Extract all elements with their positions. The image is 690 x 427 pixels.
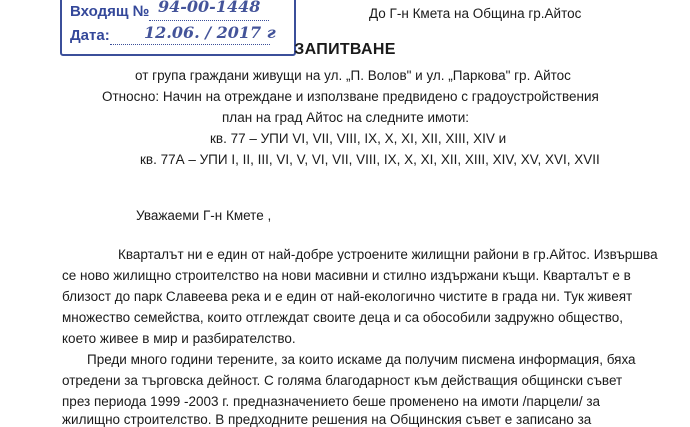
header-line-plan: план на град Айтос на следните имоти:	[222, 110, 469, 125]
stamp-date-handwritten: 12.06. / 2017 г	[144, 23, 276, 42]
paragraph1-line: множество семейства, които отглеждат своите деца и са обособили задружно общество,	[62, 310, 623, 325]
paragraph2-line: отредени за търговска дейност. С голяма благодарност към действащия общински съвет	[62, 373, 623, 388]
header-line-from: от група граждани живущи на ул. „П. Волов" и ул. „Паркова" гр. Айтос	[135, 68, 571, 83]
paragraph2-line: през периода 1999 -2003 г. предназначението беше променено на имоти /парцели/ за	[62, 394, 601, 409]
header-line-block-77: кв. 77 – УПИ VI, VII, VIII, IX, X, XI, XII, XIII, XIV и	[210, 131, 507, 146]
header-line-block-77a: кв. 77А – УПИ I, II, III, VI, V, VI, VII, VIII, IX, X, XI, XII, XIII, XIV, XV, XVI, XVII	[140, 152, 600, 167]
paragraph2-line: Преди много години терените, за които искаме да получим писмена информация, бяха	[87, 352, 636, 367]
paragraph1-line: се ново жилищно строителство на нови масивни и стилно издържани къщи. Кварталът е в	[62, 268, 631, 283]
stamp-incoming-handwritten: 94-00-1448	[158, 0, 261, 16]
stamp-incoming-label: Входящ №	[70, 3, 150, 20]
paragraph1-line: близост до парк Славеева река и е един от най-екологично чистите в града ни. Тук живеят	[62, 289, 633, 304]
document-title: ЗАПИТВАНЕ	[294, 41, 396, 58]
paragraph2-line-cut: жилищно строителство. В предходните решения на Общинския съвет е записано за	[62, 412, 592, 427]
stamp-date-label: Дата:	[70, 27, 110, 44]
paragraph1-line: което живее в мир и разбирателство.	[62, 331, 296, 346]
paragraph1-line: Кварталът ни е един от най-добре устроените жилищни райони в гр.Айтос. Извършва	[118, 247, 658, 262]
addressee-line: До Г-н Кмета на Община гр.Айтос	[369, 6, 582, 21]
header-line-subject: Относно: Начин на отреждане и използване предвидено с градоустройствения	[102, 89, 599, 104]
salutation: Уважаеми Г-н Кмете ,	[136, 208, 272, 223]
